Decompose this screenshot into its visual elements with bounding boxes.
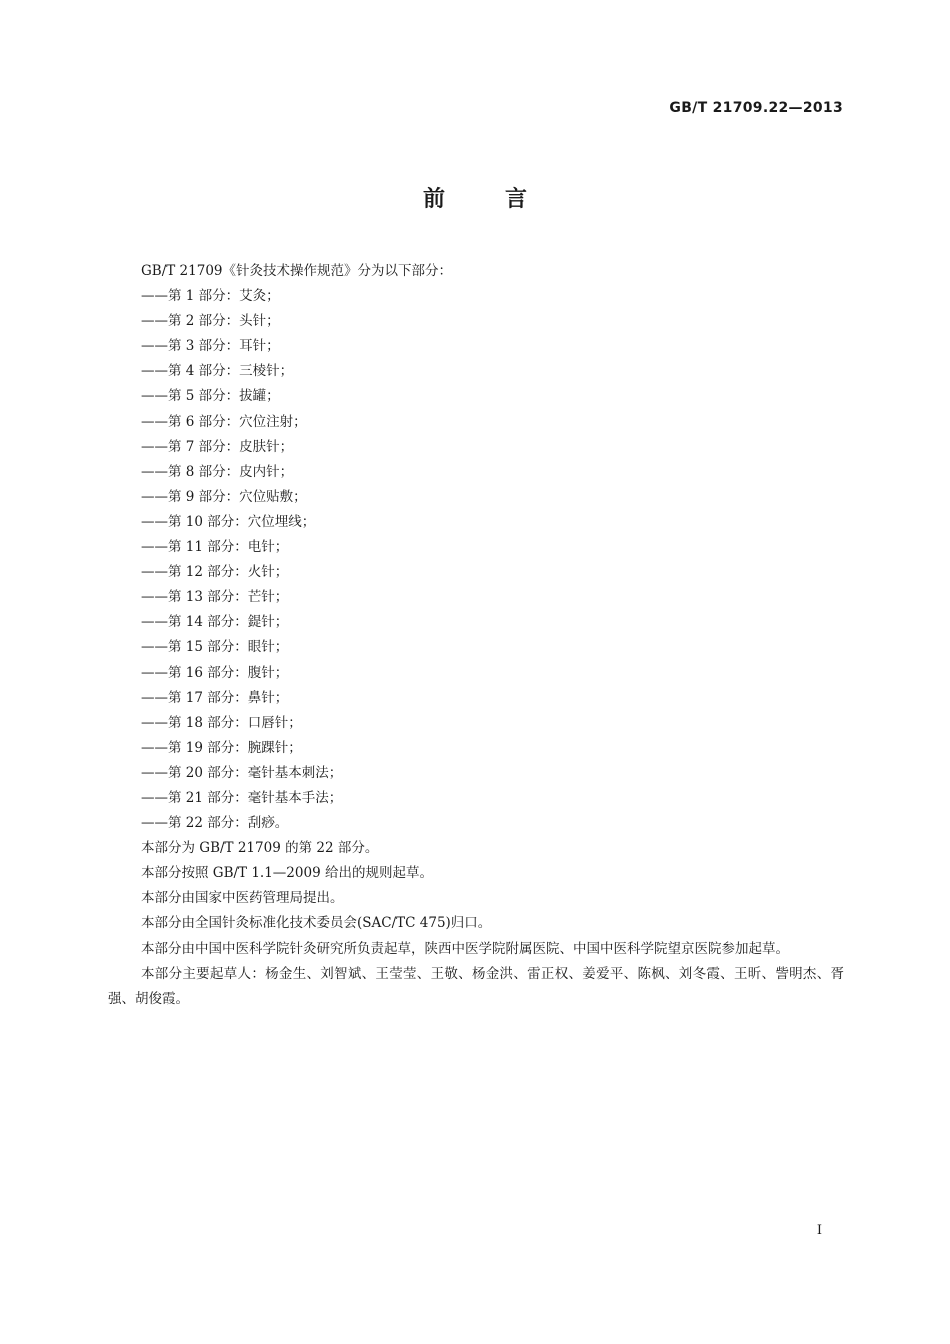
list-item: ——第 12 部分：火针； xyxy=(141,564,289,581)
list-item: ——第 3 部分：耳针； xyxy=(141,338,280,355)
list-item: ——第 21 部分：毫针基本手法； xyxy=(141,789,343,806)
list-item: ——第 13 部分：芒针； xyxy=(141,589,289,606)
list-item: ——第 4 部分：三棱针； xyxy=(141,363,294,380)
drafting-units-statement: 本部分由中国中医科学院针灸研究所负责起草，陕西中医学院附属医院、中国中医科学院望京医院参加起草。 xyxy=(141,940,789,957)
list-item: ——第 9 部分：穴位贴敷； xyxy=(141,488,307,505)
part-statement: 本部分为 GB/T 21709 的第 22 部分。 xyxy=(141,840,379,857)
list-item: ——第 11 部分：电针； xyxy=(141,539,289,556)
standard-number: GB/T 21709.22—2013 xyxy=(669,100,843,116)
list-item: ——第 19 部分：腕踝针； xyxy=(141,739,302,756)
list-item: ——第 1 部分：艾灸； xyxy=(141,288,280,305)
list-item: ——第 15 部分：眼针； xyxy=(141,639,289,656)
foreword-body xyxy=(108,259,844,1012)
list-item: ——第 6 部分：穴位注射； xyxy=(141,413,307,430)
list-item: ——第 5 部分：拔罐； xyxy=(141,388,280,405)
drafting-rules-statement: 本部分按照 GB/T 1.1—2009 给出的规则起草。 xyxy=(141,865,433,882)
list-item: ——第 20 部分：毫针基本刺法； xyxy=(141,764,343,781)
list-item: ——第 14 部分：鍉针； xyxy=(141,614,289,631)
drafters-statement: 本部分主要起草人：杨金生、刘智斌、王莹莹、王敬、杨金洪、雷正权、姜爱平、陈枫、刘冬霞、王昕、訾明杰、胥强、胡俊霞。 xyxy=(108,965,844,1007)
list-item: ——第 22 部分：刮痧。 xyxy=(141,815,289,832)
list-item: ——第 10 部分：穴位埋线； xyxy=(141,513,316,530)
administration-statement: 本部分由全国针灸标准化技术委员会(SAC/TC 475)归口。 xyxy=(141,915,492,932)
proposer-statement: 本部分由国家中医药管理局提出。 xyxy=(141,890,344,907)
page-number: I xyxy=(816,1223,822,1238)
list-item: ——第 18 部分：口唇针； xyxy=(141,714,302,731)
parts-list xyxy=(108,284,844,836)
list-item: ——第 7 部分：皮肤针； xyxy=(141,438,294,455)
list-item: ——第 16 部分：腹针； xyxy=(141,664,289,681)
list-item: ——第 17 部分：鼻针； xyxy=(141,689,289,706)
list-item: ——第 2 部分：头针； xyxy=(141,313,280,330)
list-item: ——第 8 部分：皮内针； xyxy=(141,463,294,480)
page-title: 前言 xyxy=(422,187,587,212)
intro-paragraph: GB/T 21709《针灸技术操作规范》分为以下部分： xyxy=(141,263,452,279)
